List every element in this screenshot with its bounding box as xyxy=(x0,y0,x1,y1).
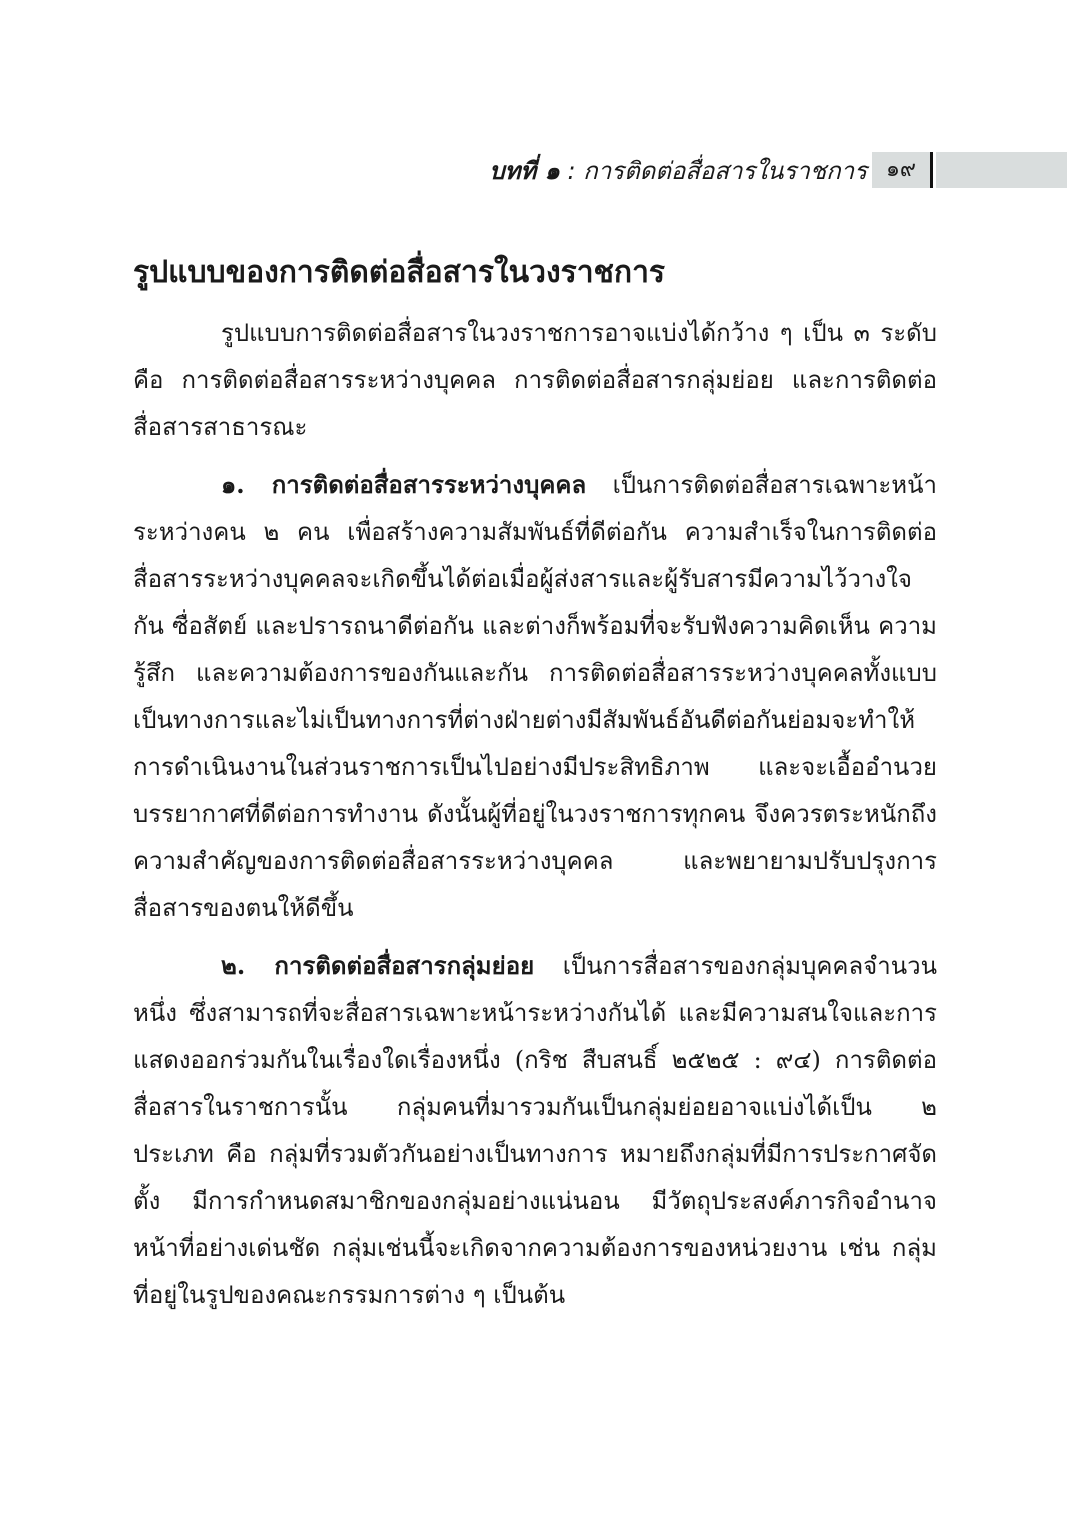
paragraph-1-lead: ๑. การติดต่อสื่อสารระหว่างบุคคล xyxy=(221,470,587,499)
paragraph-2-lead: ๒. การติดต่อสื่อสารกลุ่มย่อย xyxy=(221,951,535,980)
chapter-label: บทที่ ๑ xyxy=(489,157,560,185)
page-content xyxy=(133,248,937,1319)
chapter-title: การติดต่อสื่อสารในราชการ xyxy=(583,157,867,185)
page-number: ๑๙ xyxy=(872,152,930,188)
paragraph-1-body: เป็นการติดต่อสื่อสารเฉพาะหน้าระหว่างคน ๒ คน เพื่อสร้างความสัมพันธ์ที่ดีต่อกัน ความสำเร็จในการติดต่อสื่อสารระหว่างบุคคลจะเกิดขึ้นได้ต่อเมื่อผู้ส่งสารและผู้รับสารมีความไว้วางใจกัน ซื่อสัตย์ และปรารถนาดีต่อกัน และต่างก็พร้อมที่จะรับฟังความคิดเห็น ความรู้สึก และความต้องการของกันและกัน การติดต่อสื่อสารระหว่างบุคคลทั้งแบบเป็นทางการและไม่เป็นทางการที่ต่างฝ่ายต่างมีสัมพันธ์อันดีต่อกันย่อมจะทำให้การดำเนินงานในส่วนราชการเป็นไปอย่างมีประสิทธิภาพ และจะเอื้ออำนวยบรรยากาศที่ดีต่อการทำงาน ดังนั้นผู้ที่อยู่ในวงราชการทุกคน จึงควรตระหนักถึงความสำคัญของการติดต่อสื่อสารระหว่างบุคคล และพยายามปรับปรุงการสื่อสารของตนให้ดีขึ้น xyxy=(133,471,938,922)
paragraph-intro: รูปแบบการติดต่อสื่อสารในวงราชการอาจแบ่งได้กว้าง ๆ เป็น ๓ ระดับ คือ การติดต่อสื่อสารระหว่างบุคคล การติดต่อสื่อสารกลุ่มย่อย และการติดต่อสื่อสารสาธารณะ xyxy=(133,319,937,441)
header-text xyxy=(489,154,867,188)
header-divider xyxy=(930,152,933,188)
paragraph-2 xyxy=(133,942,937,1319)
header-separator: : xyxy=(559,157,584,185)
paragraph-1 xyxy=(133,461,937,932)
paragraph-2-body: เป็นการสื่อสารของกลุ่มบุคคลจำนวนหนึ่ง ซึ่งสามารถที่จะสื่อสารเฉพาะหน้าระหว่างกันได้ และมีความสนใจและการแสดงออกร่วมกันในเรื่องใดเรื่องหนึ่ง (กริช สืบสนธิ์ ๒๕๒๕ : ๙๔) การติดต่อสื่อสารในราชการนั้น กลุ่มคนที่มารวมกันเป็นกลุ่มย่อยอาจแบ่งได้เป็น ๒ ประเภท คือ กลุ่มที่รวมตัวกันอย่างเป็นทางการ หมายถึงกลุ่มที่มีการประกาศจัดตั้ง มีการกำหนดสมาชิกของกลุ่มอย่างแน่นอน มีวัตถุประสงค์ภารกิจอำนาจหน้าที่อย่างเด่นชัด กลุ่มเช่นนี้จะเกิดจากความต้องการของหน่วยงาน เช่น กลุ่มที่อยู่ในรูปของคณะกรรมการต่าง ๆ เป็นต้น xyxy=(133,952,937,1309)
section-title: รูปแบบของการติดต่อสื่อสารในวงราชการ xyxy=(133,255,666,290)
running-header xyxy=(0,152,1067,192)
header-tab xyxy=(936,152,1067,188)
